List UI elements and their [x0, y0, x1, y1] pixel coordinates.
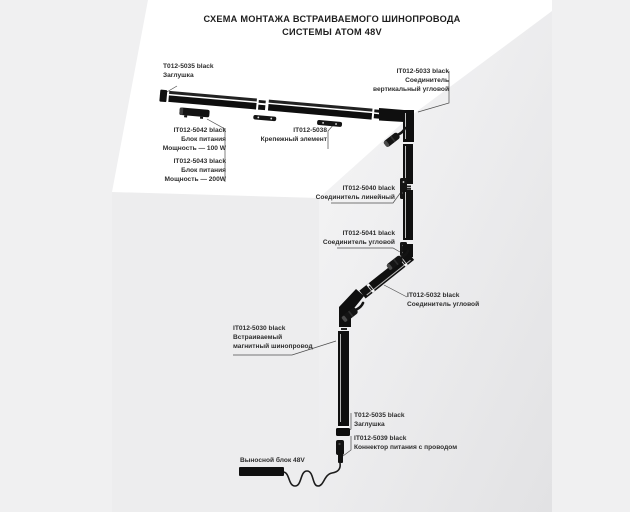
- diagram-title: [112, 13, 552, 39]
- remote-driver-box: [239, 467, 284, 476]
- part-description: Заглушка: [163, 72, 194, 79]
- part-description: Блок питания: [181, 167, 226, 174]
- part-description: Коннектор питания с проводом: [354, 444, 458, 451]
- part-number: T012-5035 black: [354, 412, 405, 419]
- label-power-supply: [163, 126, 226, 184]
- label-linear-connector: [316, 184, 395, 202]
- label-fastener: [261, 126, 327, 144]
- diagram-canvas: [112, 0, 552, 512]
- part-number: T012-5035 black: [163, 63, 214, 70]
- part-description: Заглушка: [354, 421, 385, 428]
- part-description: Выносной блок 48V: [240, 457, 305, 464]
- label-power-connector: [354, 434, 457, 452]
- label-end-cap-top: [163, 62, 214, 80]
- label-corner-connector-2: [407, 291, 479, 309]
- track-joint-connector: [258, 100, 266, 110]
- part-number: IT012-5032 black: [407, 292, 460, 299]
- part-description: магнитный шинопровод: [233, 343, 313, 350]
- track-segment-2: [268, 100, 373, 120]
- part-number: IT012-5043 black: [173, 158, 226, 165]
- part-number: IT012-5041 black: [342, 230, 395, 237]
- track-segment-1: [168, 91, 257, 110]
- part-number: IT012-5040 black: [342, 185, 395, 192]
- label-recessed-track: [233, 324, 313, 351]
- part-description: Мощность — 200W: [164, 176, 226, 183]
- end-cap-bottom: [336, 428, 350, 436]
- label-remote-block: [240, 456, 305, 465]
- track-segment-4: [403, 190, 413, 240]
- title-line-1: СХЕМА МОНТАЖА ВСТРАИВАЕМОГО ШИНОПРОВОДА: [203, 14, 461, 24]
- label-vertical-corner-connector: [373, 67, 449, 94]
- part-number: IT012-5042 black: [173, 127, 226, 134]
- part-description: Встраиваемый: [233, 334, 283, 341]
- recessed-magnetic-track: [336, 331, 350, 436]
- part-number: IT012-5038: [293, 127, 327, 134]
- label-corner-connector-1: [323, 229, 395, 247]
- part-description: Соединитель: [405, 77, 449, 84]
- part-number: IT012-5039 black: [354, 435, 407, 442]
- part-description: Соединитель линейный: [315, 194, 395, 201]
- part-description: Соединитель угловой: [322, 239, 395, 246]
- title-line-2: СИСТЕМЫ ATOM 48V: [282, 27, 382, 37]
- part-description: вертикальный угловой: [373, 86, 449, 93]
- part-description: Мощность — 100 W: [162, 145, 226, 152]
- part-description: Крепежный элемент: [260, 136, 327, 143]
- part-description: Соединитель угловой: [407, 301, 480, 308]
- part-number: IT012-5030 black: [233, 325, 286, 332]
- part-description: Блок питания: [181, 136, 226, 143]
- mounting-clip-1: [253, 115, 276, 121]
- power-supply-unit: [179, 107, 210, 119]
- label-end-cap-bottom: [354, 411, 405, 429]
- end-cap-top: [159, 90, 167, 103]
- part-number: IT012-5033 black: [396, 68, 449, 75]
